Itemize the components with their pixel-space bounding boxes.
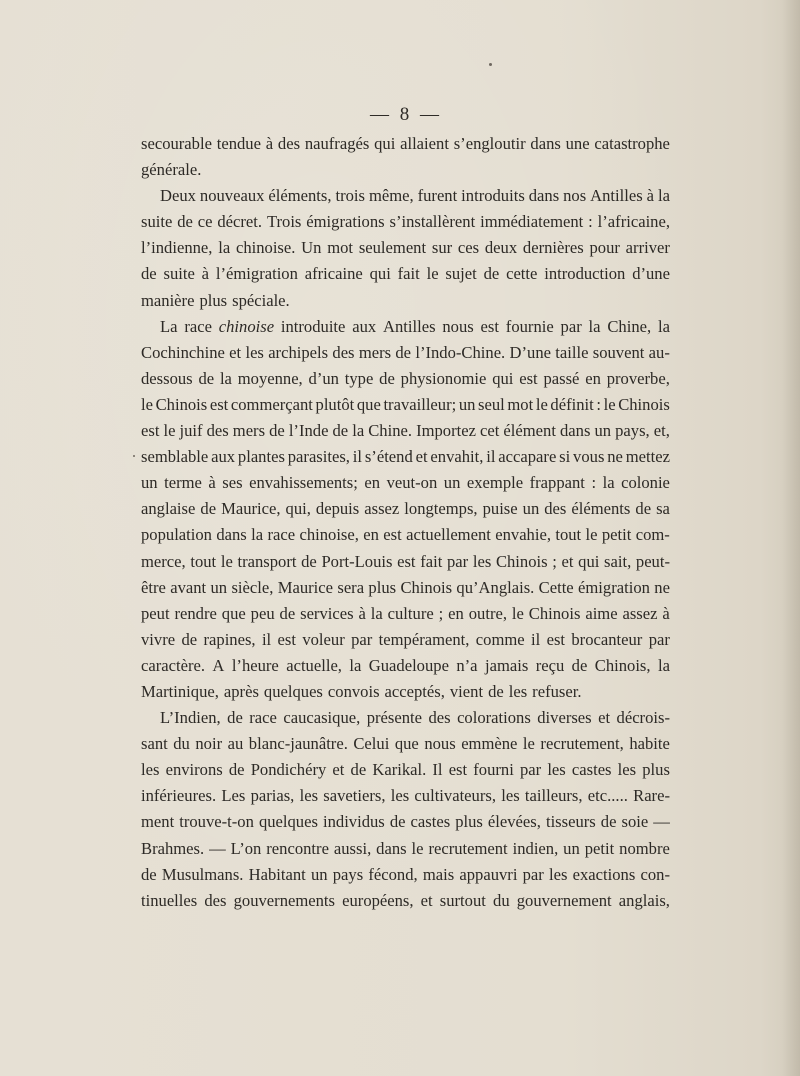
body-text — [141, 131, 670, 914]
text-line: Deux nouveaux éléments, trois même, furent introduits dans nos Antilles à la — [160, 186, 670, 206]
text-line: ment trouve-t-on quelques individus de castes plus élevées, tisseurs de soie — — [141, 812, 670, 832]
text-line: inférieures. Les parias, les savetiers, les cultivateurs, les tailleurs, etc..... Rare- — [141, 786, 670, 806]
text-line: un terme à ses envahissements; en veut-on un exemple frappant : la colonie — [141, 473, 670, 493]
text-line: population dans la race chinoise, en est actuellement envahie, tout le petit com- — [141, 525, 670, 545]
text-line: générale. — [141, 160, 202, 180]
text-line: caractère. A l’heure actuelle, la Guadeloupe n’a jamais reçu de Chinois, la — [141, 655, 670, 675]
text-line: merce, tout le transport de Port-Louis est fait par les Chinois ; et qui sait, peut- — [141, 551, 670, 571]
text-line: de Musulmans. Habitant un pays fécond, mais appauvri par les exactions con- — [141, 864, 670, 884]
text-line: l’indienne, la chinoise. Un mot seulement sur ces deux dernières pour arriver — [141, 238, 670, 258]
text-line: peut rendre que peu de services à la culture ; en outre, le Chinois aime assez à — [141, 603, 670, 623]
text-line: être avant un siècle, Maurice sera plus Chinois qu’Anglais. Cette émigration ne — [141, 577, 670, 597]
ink-speck — [133, 455, 135, 457]
text-line: Brahmes. — L’on rencontre aussi, dans le recrutement indien, un petit nombre — [141, 838, 670, 858]
text-line: est le juif des mers de l’Inde de la Chine. Importez cet élément dans un pays, et, — [141, 421, 670, 441]
page-edge-shadow — [782, 0, 800, 1076]
text-line: La race chinoise introduite aux Antilles nous est fournie par la Chine, la — [160, 316, 670, 336]
text-line: anglaise de Maurice, qui, depuis assez longtemps, puise un des éléments de sa — [141, 499, 670, 519]
text-line: de suite à l’émigration africaine qui fait le sujet de cette introduction d’une — [141, 264, 670, 284]
text-line: manière plus spéciale. — [141, 290, 290, 310]
text-line: Cochinchine et les archipels des mers de l’Indo-Chine. D’une taille souvent au- — [141, 342, 670, 362]
text-line: vivre de rapines, il est voleur par tempérament, comme il est brocanteur par — [141, 629, 670, 649]
text-line: semblable aux plantes parasites, il s’étend et envahit, il accapare si vous ne mettez — [141, 447, 670, 467]
text-line: secourable tendue à des naufragés qui allaient s’engloutir dans une catastrophe — [141, 134, 670, 153]
text-line: tinuelles des gouvernements européens, et surtout du gouvernement anglais, — [141, 890, 670, 910]
page-number: — 8 — — [370, 104, 440, 125]
text-line: le Chinois est commerçant plutôt que travailleur; un seul mot le définit : le Chinois — [141, 394, 670, 414]
text-line: suite de ce décret. Trois émigrations s’installèrent immédiatement : l’africaine, — [141, 212, 670, 232]
text-line: Martinique, après quelques convois acceptés, vient de les refuser. — [141, 681, 582, 701]
text-line: sant du noir au blanc-jaunâtre. Celui que nous emmène le recrutement, habite — [141, 734, 670, 754]
text-line: L’Indien, de race caucasique, présente des colorations diverses et décrois- — [160, 708, 670, 728]
ink-speck — [489, 63, 492, 66]
text-line: dessous de la moyenne, d’un type de physionomie qui est passé en proverbe, — [141, 368, 670, 388]
text-line: les environs de Pondichéry et de Karikal. Il est fourni par les castes les plus — [141, 760, 670, 780]
